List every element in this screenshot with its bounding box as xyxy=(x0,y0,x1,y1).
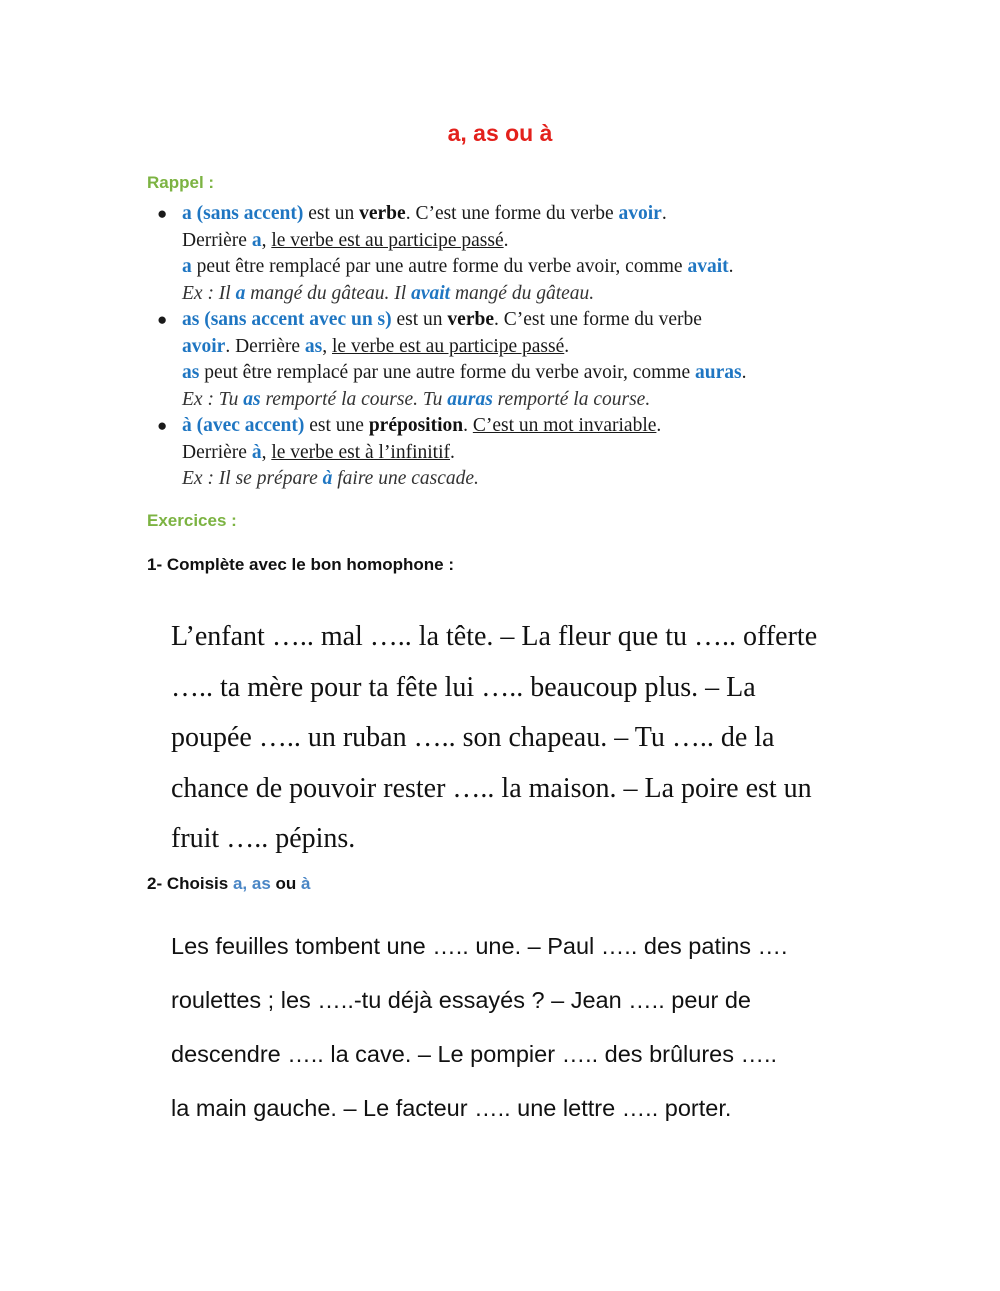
exercise2-title: 2- Choisis a, as ou à xyxy=(147,874,311,893)
rule-line: as peut être remplacé par une autre forme du verbe avoir, comme auras. xyxy=(182,362,747,383)
exercise2-line: roulettes ; les …..-tu déjà essayés ? – Jean ….. peur de xyxy=(171,987,751,1013)
rule-a-accent xyxy=(155,413,915,493)
bullet-icon: ● xyxy=(157,310,168,329)
page-title: a, as ou à xyxy=(447,120,553,146)
rule-line: as (sans accent avec un s) est un verbe. C’est une forme du verbe xyxy=(182,309,702,330)
exercise2-line: Les feuilles tombent une ….. une. – Paul ….. des patins …. xyxy=(171,933,788,959)
exercise1-title: 1- Complète avec le bon homophone : xyxy=(147,555,454,574)
exercise1-line: ….. ta mère pour ta fête lui ….. beaucoup plus. – La xyxy=(171,671,756,703)
rule-line: avoir. Derrière as, le verbe est au participe passé. xyxy=(182,335,570,357)
bullet-icon: ● xyxy=(157,416,168,435)
exercise1-line: fruit ….. pépins. xyxy=(171,823,356,854)
rule-example: Ex : Il se prépare à faire une cascade. xyxy=(182,468,479,489)
rule-line: à (avec accent) est une préposition. C’est un mot invariable. xyxy=(182,415,662,436)
rule-as xyxy=(155,307,915,413)
exercise1-text xyxy=(171,612,871,865)
rappel-heading: Rappel : xyxy=(147,173,215,192)
exercise2-line: la main gauche. – Le facteur ….. une lettre ….. porter. xyxy=(171,1095,732,1121)
rule-line: Derrière à, le verbe est à l’infinitif. xyxy=(182,441,455,463)
rule-example: Ex : Tu as remporté la course. Tu auras remporté la course. xyxy=(182,388,651,410)
exercices-heading: Exercices : xyxy=(147,511,237,530)
exercise1-line: chance de pouvoir rester ….. la maison. – La poire est un xyxy=(171,772,812,804)
rule-example: Ex : Il a mangé du gâteau. Il avait mangé du gâteau. xyxy=(182,282,595,304)
rule-a xyxy=(155,201,915,307)
exercise1-line: L’enfant ….. mal ….. la tête. – La fleur que tu ….. offerte xyxy=(171,621,818,652)
exercise2-line: descendre ….. la cave. – Le pompier ….. des brûlures ….. xyxy=(171,1041,778,1067)
exercise2-text xyxy=(171,919,881,1135)
rule-line: a (sans accent) est un verbe. C’est une forme du verbe avoir. xyxy=(182,203,667,224)
rule-line: Derrière a, le verbe est au participe passé. xyxy=(182,229,509,251)
rules-list xyxy=(155,201,915,493)
rule-line: a peut être remplacé par une autre forme du verbe avoir, comme avait. xyxy=(182,256,734,277)
exercise1-line: poupée ….. un ruban ….. son chapeau. – Tu ….. de la xyxy=(171,722,775,753)
bullet-icon: ● xyxy=(157,204,168,223)
